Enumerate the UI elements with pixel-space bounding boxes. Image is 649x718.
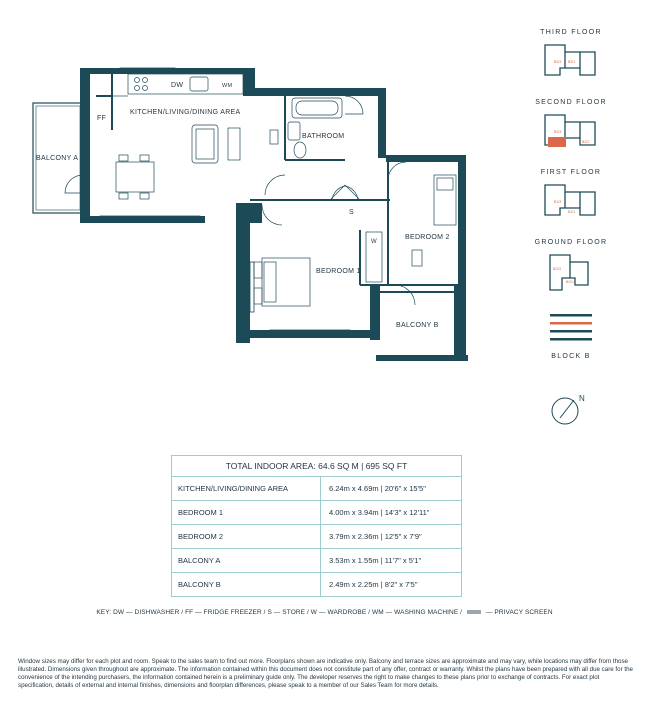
compass-icon bbox=[550, 392, 590, 428]
room-dimensions: 3.53m x 1.55m | 11'7" x 5'1" bbox=[321, 549, 462, 573]
wm-label: WM bbox=[222, 83, 233, 89]
svg-text:BG/1: BG/1 bbox=[566, 280, 574, 284]
room-name: BALCONY B bbox=[172, 573, 321, 597]
floor-title-third: THIRD FLOOR bbox=[540, 29, 602, 36]
table-row bbox=[172, 525, 462, 549]
table-row bbox=[172, 477, 462, 501]
room-dimensions: 4.00m x 3.94m | 14'3" x 12'11" bbox=[321, 501, 462, 525]
floor-title-ground: GROUND FLOOR bbox=[534, 239, 608, 246]
table-row bbox=[172, 549, 462, 573]
bedroom1-label: BEDROOM 1 bbox=[316, 268, 361, 275]
compass-label: N bbox=[579, 394, 585, 403]
floor-plan bbox=[0, 0, 470, 370]
wardrobe-label: W bbox=[371, 239, 377, 245]
interior-walls bbox=[96, 74, 458, 292]
room-name: BEDROOM 2 bbox=[172, 525, 321, 549]
room-dimensions: 2.49m x 2.25m | 8'2" x 7'5" bbox=[321, 573, 462, 597]
bedroom2-label: BEDROOM 2 bbox=[405, 234, 450, 241]
doors bbox=[262, 162, 415, 305]
floor-title-second: SECOND FLOOR bbox=[535, 99, 607, 106]
disclaimer-text: Window sizes may differ for each plot and room. Speak to the sales team to find out more. Floorplans shown are indicative only. Balcony and terrace sizes are approximate and may vary, while locations may differ from those illustrated. Dimensions given throughout are approximate. The information contained within this document does not constitute part of any offer, contract or warranty. Whilst the plans have been prepared with all due care for the convenience of the intending purchasers, the information contained herein is a preliminary guide only. The developer reserves the right to make changes to these plans prior to exchange of contracts. For exact plot specification, details of external and internal finishes, dimensions and floorplan differences, please speak to a member of our Sales Team for more details. bbox=[18, 658, 633, 689]
room-name: KITCHEN/LIVING/DINING AREA bbox=[172, 477, 321, 501]
room-dimensions: 6.24m x 4.69m | 20'6" x 15'5" bbox=[321, 477, 462, 501]
room-name: BEDROOM 1 bbox=[172, 501, 321, 525]
svg-text:B3/3: B3/3 bbox=[554, 60, 562, 64]
room-name: BALCONY A bbox=[172, 549, 321, 573]
svg-text:B1/1: B1/1 bbox=[568, 210, 576, 214]
area-table bbox=[171, 455, 462, 597]
svg-text:B2/3: B2/3 bbox=[554, 130, 562, 134]
privacy-screen-swatch bbox=[467, 610, 481, 614]
svg-text:B3/1: B3/1 bbox=[568, 60, 576, 64]
svg-text:BG/3: BG/3 bbox=[553, 267, 561, 271]
room-dimensions: 3.79m x 2.36m | 12'5" x 7'9" bbox=[321, 525, 462, 549]
floor-title-first: FIRST FLOOR bbox=[540, 169, 602, 176]
area-table-header: TOTAL INDOOR AREA: 64.6 SQ M | 695 SQ FT bbox=[172, 456, 462, 477]
balcony-b-label: BALCONY B bbox=[396, 322, 439, 329]
svg-text:B2/2: B2/2 bbox=[582, 140, 590, 144]
highlighted-unit bbox=[548, 137, 566, 147]
bathroom-label: BATHROOM bbox=[302, 133, 345, 140]
bathroom-fittings bbox=[288, 96, 363, 158]
key-legend bbox=[0, 609, 649, 616]
key-text: KEY: DW — DISHWASHER / FF — FRIDGE FREEZER / S — STORE / W — WARDROBE / WM — WASHING MACHINE / bbox=[96, 609, 463, 616]
kitchen-label: KITCHEN/LIVING/DINING AREA bbox=[130, 109, 241, 116]
block-stack-diagram bbox=[550, 314, 592, 344]
key-privacy-text: — PRIVACY SCREEN bbox=[485, 609, 553, 616]
table-row bbox=[172, 501, 462, 525]
table-row bbox=[172, 573, 462, 597]
store-label: S bbox=[349, 209, 354, 216]
ff-label: FF bbox=[97, 115, 107, 122]
svg-text:B1/3: B1/3 bbox=[554, 200, 562, 204]
block-label: BLOCK B bbox=[551, 353, 591, 360]
balcony-a-label: BALCONY A bbox=[36, 155, 79, 162]
dw-label: DW bbox=[171, 82, 184, 89]
floor-thumbnails bbox=[540, 40, 605, 315]
